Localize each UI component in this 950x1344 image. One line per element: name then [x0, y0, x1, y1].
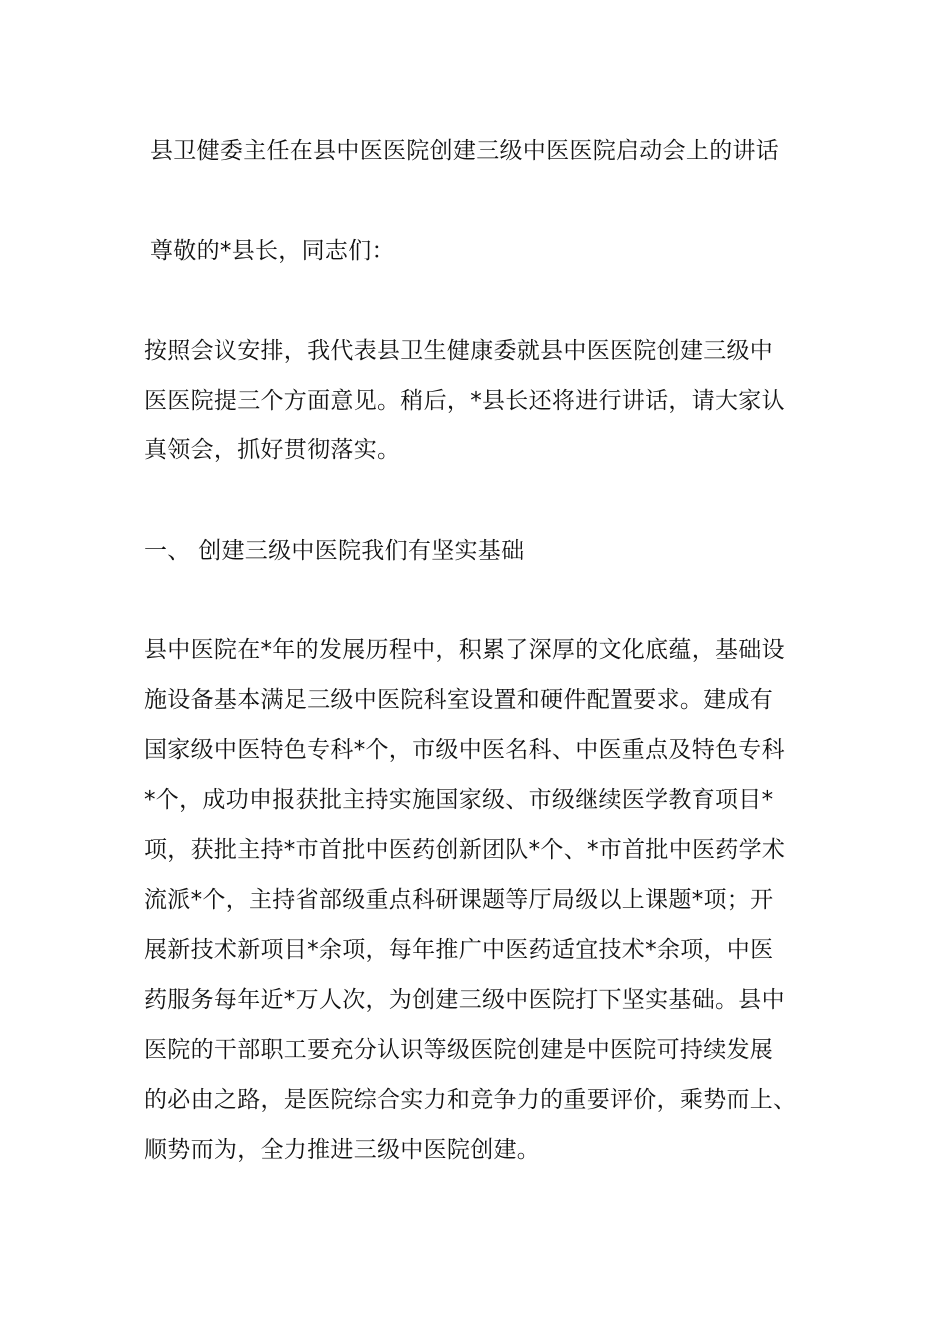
section1-line-10: 的必由之路，是医院综合实力和竞争力的重要评价，乘势而上、 — [144, 1087, 797, 1113]
section1-line-5: 项，获批主持*市首批中医药创新团队*个、*市首批中医药学术 — [144, 837, 786, 863]
section1-line-4: *个，成功申报获批主持实施国家级、市级继续医学教育项目* — [144, 787, 774, 813]
document-title: 县卫健委主任在县中医医院创建三级中医医院启动会上的讲话 — [150, 138, 780, 164]
section1-line-2: 施设备基本满足三级中医院科室设置和硬件配置要求。建成有 — [144, 687, 774, 713]
intro-line-1: 按照会议安排，我代表县卫生健康委就县中医医院创建三级中 — [144, 338, 774, 364]
section1-line-3: 国家级中医特色专科*个，市级中医名科、中医重点及特色专科 — [144, 737, 785, 763]
section1-line-11: 顺势而为，全力推进三级中医院创建。 — [144, 1137, 541, 1163]
section1-line-8: 药服务每年近*万人次，为创建三级中医院打下坚实基础。县中 — [144, 987, 785, 1013]
section1-line-9: 医院的干部职工要充分认识等级医院创建是中医院可持续发展 — [144, 1037, 774, 1063]
section1-line-1: 县中医院在*年的发展历程中，积累了深厚的文化底蕴，基础设 — [144, 637, 785, 663]
intro-line-2: 医医院提三个方面意见。稍后，*县长还将进行讲话，请大家认 — [144, 388, 785, 414]
section1-line-6: 流派*个，主持省部级重点科研课题等厅局级以上课题*项；开 — [144, 887, 774, 913]
section1-line-7: 展新技术新项目*余项，每年推广中医药适宜技术*余项，中医 — [144, 937, 774, 963]
intro-line-3: 真领会，抓好贯彻落实。 — [144, 437, 401, 463]
salutation: 尊敬的*县长，同志们： — [150, 238, 395, 264]
section-heading-1: 一、 创建三级中医院我们有坚实基础 — [144, 538, 525, 564]
